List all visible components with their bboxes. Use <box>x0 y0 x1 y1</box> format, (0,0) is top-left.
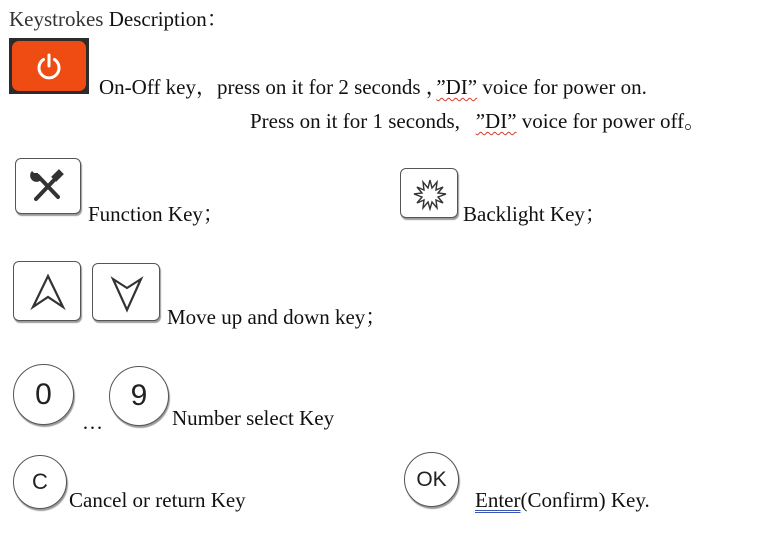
power-icon <box>34 51 64 81</box>
wrench-screwdriver-icon <box>16 159 82 215</box>
function-key-label: Function Key； <box>88 202 224 226</box>
onoff-line-2 <box>250 109 705 133</box>
move-key-label: Move up and down key； <box>167 305 387 329</box>
power-button-face <box>12 41 86 91</box>
enter-key[interactable]: OK <box>404 452 459 507</box>
title-keystrokes: Keystrokes <box>9 7 104 31</box>
cancel-key[interactable]: C <box>13 455 67 509</box>
page-title <box>9 7 228 31</box>
backlight-key[interactable] <box>400 168 458 218</box>
starburst-icon <box>401 169 459 219</box>
up-arrow-icon <box>14 262 82 322</box>
down-key[interactable] <box>92 263 160 321</box>
number-ellipsis: … <box>82 410 103 434</box>
onoff-line1-tail: voice for power on. <box>477 75 647 99</box>
number-key-9[interactable]: 9 <box>109 366 169 426</box>
enter-key-label <box>475 488 650 512</box>
function-key[interactable] <box>15 158 81 214</box>
onoff-line-1 <box>99 75 647 99</box>
enter-word: Enter <box>475 488 521 512</box>
number-key-label: Number select Key <box>172 406 335 430</box>
title-description: Description： <box>103 7 228 31</box>
onoff-line2-tail: voice for power off。 <box>516 109 706 133</box>
enter-confirm-text: (Confirm) Key. <box>520 488 650 512</box>
onoff-line2-text: Press on it for 1 seconds, <box>250 109 476 133</box>
power-key[interactable] <box>9 38 89 94</box>
di-voice-1: ”DI” <box>436 75 478 99</box>
onoff-line1-text: On-Off key，press on it for 2 seconds ， <box>99 75 437 99</box>
number-key-0[interactable]: 0 <box>13 364 74 425</box>
di-voice-2: ”DI” <box>475 109 517 133</box>
up-key[interactable] <box>13 261 81 321</box>
cancel-key-label: Cancel or return Key <box>69 488 246 512</box>
down-arrow-icon <box>93 264 161 322</box>
backlight-key-label: Backlight Key； <box>463 202 606 226</box>
